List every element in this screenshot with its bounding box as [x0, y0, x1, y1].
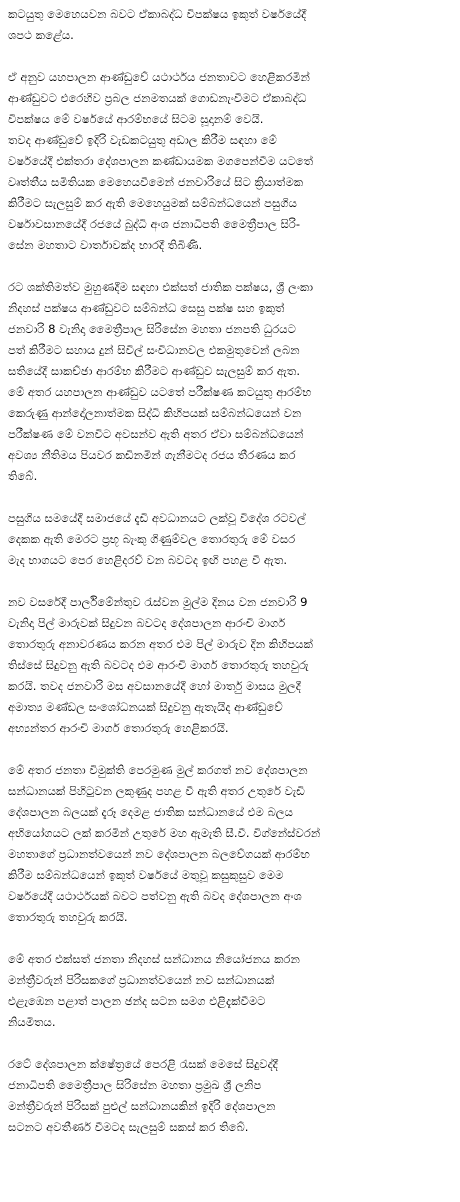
paragraph-line: සතියේදී සාකච්ඡා ආරම්භ කිරීමට ආණ්ඩුව සැලසුම් කර ඇත.	[8, 364, 301, 378]
paragraph-line: නව වසරේදී පාර්ලිමේන්තුව රැස්වන මුල්ම දිනය වන ජනවාරි 9	[8, 595, 308, 609]
paragraph-line: තිබේ.	[8, 469, 38, 483]
paragraph-line: රටේ දේශපාලන ක්ෂේත්‍රයේ පෙරළි රැසක් මෙසේ සිදුවද්දී	[8, 1057, 278, 1071]
paragraph-line: කිරීමට සැලසුම් කර ඇති මෙහෙයුමක් සම්බන්ධයෙන් පසුගිය	[8, 196, 297, 210]
paragraph-5	[8, 592, 450, 739]
paragraph-line: වෘත්තීය සමිතියක මෙහෙයවීමෙන් ජනවාරියේ සිට ක්‍රියාත්මක	[8, 175, 304, 189]
paragraph-line: දේශපාලන බලයක් දැරූ දෙමළ ජාතික සන්ධානයේ එම බලය	[8, 805, 293, 819]
paragraph-line: සටනට අවතීර්ණ වීමටද සැලසුම් සකස් කර තිබේ.	[8, 1120, 249, 1134]
paragraph-line: දෙකක ඇති මෙරට ප්‍රභූ බැංකු ගිණුම්වල තොරතුරු මේ වසර	[8, 532, 296, 546]
paragraph-line: පසුගිය සමයේදී සමාජයේ දැඩි අවධානයට ලක්වූ විදේශ රටවල්	[8, 511, 306, 525]
paragraph-line: වර්ෂයේදී යථාර්ථයක් බවට පත්වනු ඇති බවද දේශපාලන අංශ	[8, 889, 302, 903]
paragraph-line: වර්ෂාවසානයේදී රජයේ බුද්ධි අංශ ජනාධිපති මෛත්‍රීපාල සිරි-	[8, 217, 301, 231]
paragraph-line: සේන මහතාට වාර්තාවක්ද භාරදී තිබිණි.	[8, 238, 203, 252]
paragraph-line: සන්ධානයක් පිහිටුවන ලකුණුද පහළ වී ඇති අතර උතුරේ වැඩි	[8, 784, 305, 798]
paragraph-line: කරයි. තවද ජනවාරි මස අවසානයේදී හෝ මාර්තු මාසය මුලදී	[8, 679, 301, 693]
paragraph-line: ජනවාරි 8 වැනිදා මෛත්‍රීපාල සිරිසේන මහතා ජනපති ධුරයට	[8, 322, 296, 336]
paragraph-line: රට ශක්තිමත්ව මුහුණදීම සඳහා එක්සත් ජාතික පක්ෂය, ශ්‍රී ලංකා	[8, 280, 314, 294]
paragraph-line: නියමිතය.	[8, 1015, 56, 1029]
paragraph-line: කිරීම සම්බන්ධයෙන් ඉකුත් වර්ෂයේ මතුවූ කසුකුසුව මෙම	[8, 868, 284, 882]
paragraph-line: මහතාගේ ප්‍රධානත්වයෙන් නව දේශපාලන බලවේගයක් ආරම්භ	[8, 847, 310, 861]
paragraph-line: තොරතුරු අනාවරණය කරන අතර එම පිල් මාරුව දින කිහිපයක්	[8, 637, 313, 651]
paragraph-line: මැද භාගයට පෙර හෙළිදරව් වන බවටද ඉඟි පහළ වී ඇත.	[8, 553, 288, 567]
paragraph-line: ආණ්ඩුවට එරෙහිව ප්‍රබල ජනමතයක් ගොඩනැංවීමට ඒකාබද්ධ	[8, 91, 307, 105]
paragraph-line: මන්ත්‍රීවරුන් පිරිසකගේ ප්‍රධානත්වයෙන් නව සන්ධානයක්	[8, 973, 275, 987]
paragraph-line: මන්ත්‍රීවරුන් පිරිසක් පුළුල් සන්ධානයකින් ඉදිරි දේශපාලන	[8, 1099, 276, 1113]
paragraph-line: තවද ආණ්ඩුවේ ඉදිරි වැඩකටයුතු අඩාල කිරීම සඳහා මේ	[8, 133, 277, 147]
paragraph-line: පරීක්ෂණ මේ වනවිට අවසන්ව ඇති අතර ඒවා සම්බන්ධයෙන්	[8, 427, 304, 441]
paragraph-line: වැනිදා පිල් මාරුවක් සිදුවන බවටද දේශපාලන ආරංචි මාර්ග	[8, 616, 286, 630]
paragraph-line: ඒ අනුව යහපාලන ආණ්ඩුවේ යථාර්ථය ජනතාවට හෙළිකරමින්	[8, 70, 310, 84]
paragraph-1	[8, 4, 450, 46]
paragraph-line: අමාත්‍ය මණ්ඩල සංශෝධනයක් සිදුවනු ඇතැයිද ආණ්ඩුවේ	[8, 700, 283, 714]
paragraph-line: මේ අතර යහපාලන ආණ්ඩුව යටතේ පරීක්ෂණ කටයුතු ආරම්භ	[8, 385, 312, 399]
paragraph-line: එළැඹෙන පළාත් පාලන ඡන්ද සටන සමග එළිදැක්වීමට	[8, 994, 266, 1008]
paragraph-line: පත් කිරීමට සහාය දුන් සිවිල් සංවිධානවල එකමුතුවෙන් ලබන	[8, 343, 300, 357]
paragraph-line: නිදහස් පක්ෂය ආණ්ඩුවට සම්බන්ධ සෙසු පක්ෂ සහ ඉකුත්	[8, 301, 285, 315]
paragraph-2	[8, 67, 450, 256]
paragraph-line: කටයුතු මෙහෙයවන බවට ඒකාබද්ධ විපක්ෂය ඉකුත් වර්ෂයේදී	[8, 7, 307, 21]
paragraph-line: තොරතුරු තහවුරු කරයි.	[8, 910, 128, 924]
paragraph-line: අභ්‍යන්තර ආරංචි මාර්ග තොරතුරු හෙළිකරයි.	[8, 721, 229, 735]
paragraph-line: විපක්ෂය මේ වර්ෂයේ ආරම්භයේ සිටම සූදානම් වෙයි.	[8, 112, 264, 126]
paragraph-6	[8, 760, 450, 928]
paragraph-8	[8, 1054, 450, 1138]
paragraph-3	[8, 277, 450, 487]
paragraph-line: තිස්සේ සිදුවනු ඇති බවටද එම ආරංචි මාර්ග තොරතුරු තහවුරු	[8, 658, 309, 672]
paragraph-line: ශපථ කළේය.	[8, 28, 74, 42]
paragraph-4	[8, 508, 450, 571]
paragraph-line: ජනාධිපති මෛත්‍රීපාල සිරිසේන මහතා ප්‍රමුඛ ශ්‍රී ලනිප	[8, 1078, 262, 1092]
paragraph-line: අවශ්‍ය නීතිමය පියවර කඩිනමින් ගැනීමටද රජය තීරණය කර	[8, 448, 296, 462]
paragraph-line: අභියෝගයට ලක් කරමින් උතුරේ මහ ඇමැති සී.වී. විග්නේස්වරන්	[8, 826, 321, 840]
paragraph-line: කෙරුණු ආන්දෝලනාත්මක සිද්ධි කිහිපයක් සම්බන්ධයෙන් වන	[8, 406, 302, 420]
paragraph-line: වර්ෂයේදී එක්තරා දේශපාලන කණ්ඩායමක මගපෙන්වීම යටතේ	[8, 154, 314, 168]
paragraph-7	[8, 949, 450, 1033]
paragraph-line: මේ අතර ජනතා විමුක්ති පෙරමුණ මුල් කරගත් නව දේශපාලන	[8, 763, 308, 777]
paragraph-line: මේ අතර එක්සත් ජනතා නිදහස් සන්ධානය නියෝජනය කරන	[8, 952, 300, 966]
